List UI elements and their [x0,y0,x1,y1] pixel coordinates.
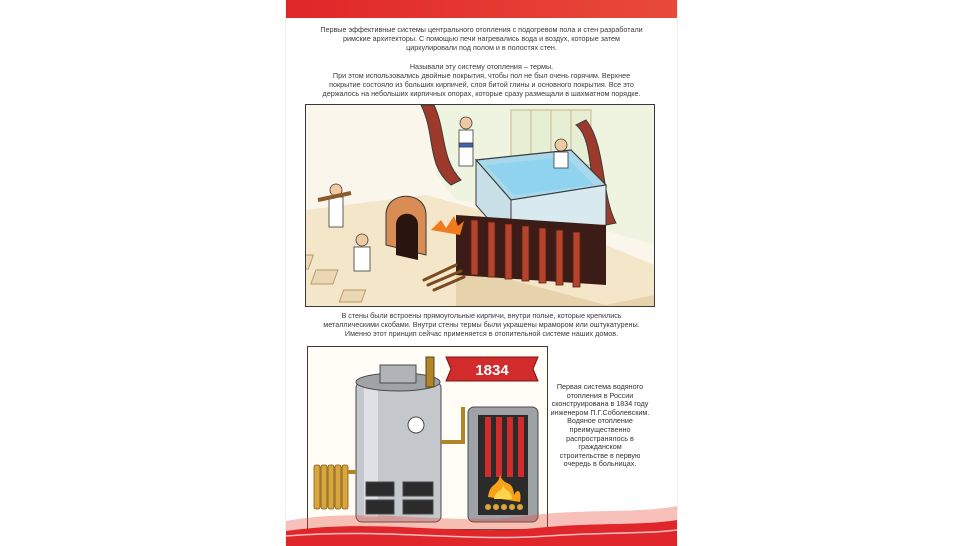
walls-line-3: Именно этот принцип сейчас применяется в отопительной системе наших домов. [344,329,619,338]
terms-line-1: Называли эту систему отопления – термы. [409,62,554,71]
intro-line-1: Первые эффективные системы центрального отопления с подогревом пола и стен разработали [320,25,643,34]
terms-line-3: покрытие состояло из больших кирпичей, слоя битой глины и основного покрытия. Все это [329,80,634,89]
caption-line-9: строительстве в первую [559,450,641,460]
top-red-band [286,0,677,18]
intro-paragraph [296,25,667,52]
walls-line-1: В стены были встроены прямоугольные кирпичи, внутри полые, которые крепились [341,311,622,320]
caption-line-6: преимущественно [569,424,631,434]
caption-line-1: Первая система водяного [556,382,644,391]
caption-line-5: Водяное отопление [567,416,633,426]
caption-line-4: инженером П.Г.Соболевским. [550,407,650,417]
terms-paragraph [296,62,667,98]
bottom-red-wave [286,476,677,546]
document-page [286,0,677,546]
walls-line-2: металлическими скобами. Внутри стены термы были украшены мрамором или оштукатурены. [323,320,640,329]
walls-paragraph [296,311,667,338]
caption-line-3: сконструирована в 1834 году [551,399,649,409]
intro-line-3: циркулировали под полом и в полостях стен. [406,43,557,52]
caption-line-10: очередь в больницах. [563,459,637,469]
caption-line-7: распространялось в [566,433,634,443]
thermae-illustration [305,104,655,307]
intro-line-2: римские архитекторы. С помощью печи нагревались вода и воздух, которые затем [342,34,620,43]
caption-line-2: отопления в России [566,390,634,400]
boiler-caption [541,383,659,469]
banner-year: 1834 [475,362,509,379]
terms-line-4: держалось на небольших кирпичных опорах, которые сразу размещали в шахматном порядке. [322,89,641,98]
caption-line-8: гражданском [578,442,622,452]
terms-line-2: При этом использовались двойные покрытия, чтобы пол не был очень горячим. Верхнее [332,71,631,80]
